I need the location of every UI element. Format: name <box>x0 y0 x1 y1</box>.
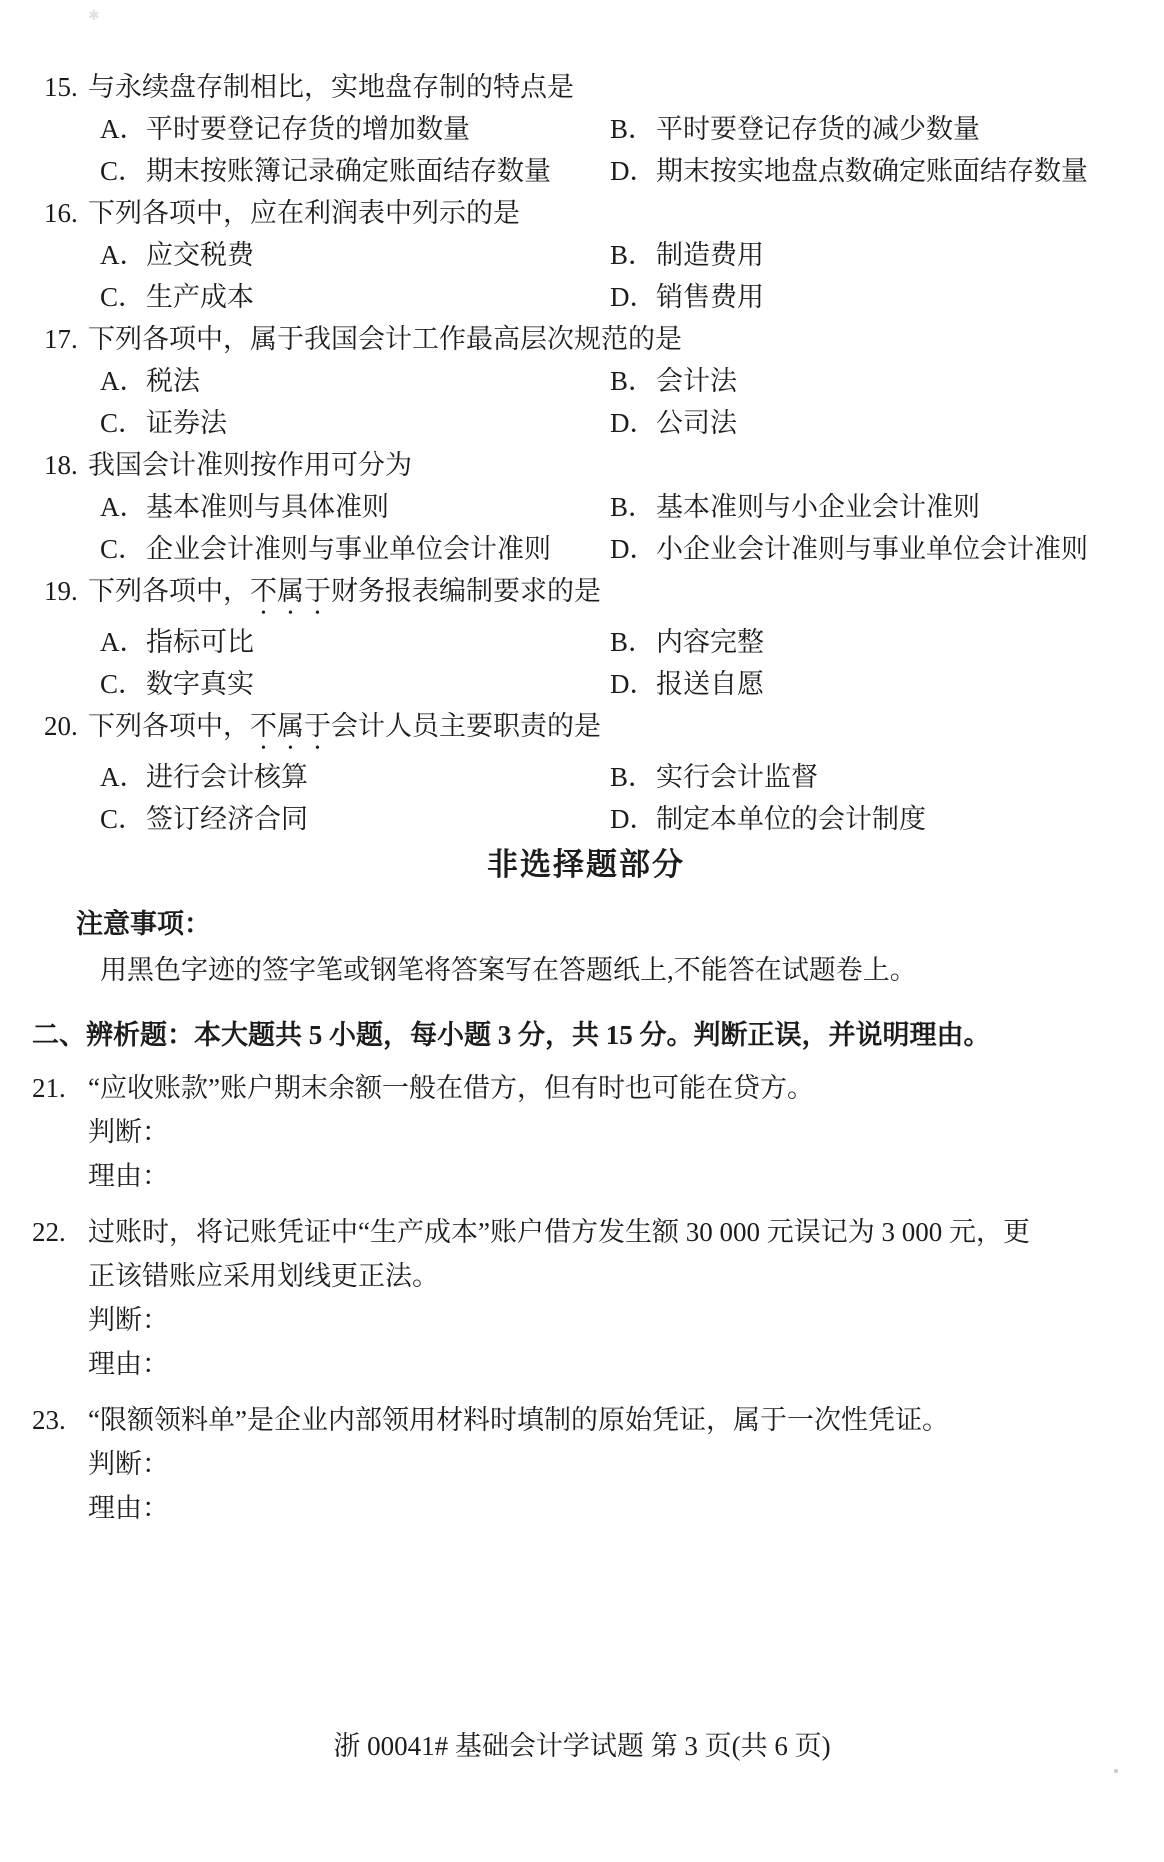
stem-text: 我国会计准则按作用可分为 <box>88 450 412 480</box>
scan-artifact <box>1114 1769 1118 1773</box>
options-grid <box>100 756 1128 840</box>
option-label: A． <box>100 627 147 657</box>
option-label: B． <box>610 762 656 792</box>
option-label: D． <box>610 534 657 564</box>
option-text: 数字真实 <box>146 669 254 699</box>
tf-stem-continuation <box>32 1254 1128 1298</box>
question-number: 21. <box>32 1073 66 1103</box>
judge-line <box>32 1110 1128 1154</box>
question-stem-line <box>44 444 1128 486</box>
tf-question <box>32 1066 1128 1198</box>
option-text: 期末按账簿记录确定账面结存数量 <box>146 156 551 186</box>
question-number: 19. <box>44 576 78 606</box>
judge-line <box>32 1442 1128 1486</box>
question-number: 15. <box>44 72 78 102</box>
reason-line <box>32 1486 1128 1530</box>
option-d <box>610 663 1128 705</box>
question-number: 22. <box>32 1217 66 1247</box>
option-text: 会计法 <box>656 366 737 396</box>
tf-section <box>32 1066 1128 1530</box>
option-label: B． <box>610 366 656 396</box>
option-c <box>100 150 610 192</box>
option-text: 生产成本 <box>146 282 254 312</box>
option-c <box>100 663 610 705</box>
option-label: B． <box>610 492 656 522</box>
option-text: 制定本单位的会计制度 <box>656 804 926 834</box>
question-stem: “限额领料单”是企业内部领用材料时填制的原始凭证，属于一次性凭证。 <box>88 1405 949 1435</box>
option-text: 基本准则与小企业会计准则 <box>656 492 980 522</box>
question-number: 20. <box>44 711 78 741</box>
option-label: A． <box>100 492 147 522</box>
option-a <box>100 621 610 663</box>
scan-artifact: ✱ <box>88 9 100 24</box>
question-stem <box>88 570 601 621</box>
stem-text: 下列各项中，属于我国会计工作最高层次规范的是 <box>88 324 682 354</box>
tf-stem-line <box>32 1398 1128 1442</box>
tf-question <box>32 1210 1128 1386</box>
judge-label: 判断： <box>88 1305 169 1335</box>
section-heading: 非选择题部分 <box>487 847 685 882</box>
option-text: 平时要登记存货的增加数量 <box>146 114 470 144</box>
option-a <box>100 756 610 798</box>
option-label: C． <box>100 804 146 834</box>
option-d <box>610 798 1128 840</box>
option-b <box>610 486 1128 528</box>
question-number: 23. <box>32 1405 66 1435</box>
question-number: 16. <box>44 198 78 228</box>
option-label: C． <box>100 669 146 699</box>
page-footer: 浙 00041# 基础会计学试题 第 3 页(共 6 页) <box>333 1731 831 1761</box>
option-c <box>100 798 610 840</box>
option-text: 进行会计核算 <box>146 762 308 792</box>
question-number: 17. <box>44 324 78 354</box>
judge-label: 判断： <box>88 1449 169 1479</box>
option-label: D． <box>610 156 657 186</box>
option-text: 销售费用 <box>656 282 764 312</box>
stem-text: 下列各项中， <box>88 576 250 606</box>
option-text: 应交税费 <box>146 240 254 270</box>
option-label: C． <box>100 534 146 564</box>
stem-text: 与永续盘存制相比，实地盘存制的特点是 <box>88 72 574 102</box>
option-text: 小企业会计准则与事业单位会计准则 <box>656 534 1088 564</box>
mcq-question <box>44 444 1128 570</box>
options-grid <box>100 360 1128 444</box>
reason-label: 理由： <box>88 1493 169 1523</box>
question-stem <box>88 66 574 108</box>
question-stem-line <box>44 318 1128 360</box>
stem-text: 财务报表编制要求的是 <box>331 576 601 606</box>
reason-label: 理由： <box>88 1349 169 1379</box>
stem-text: 会计人员主要职责的是 <box>331 711 601 741</box>
option-label: D． <box>610 669 657 699</box>
question-stem <box>88 444 412 486</box>
option-d <box>610 276 1128 318</box>
option-text: 公司法 <box>656 408 737 438</box>
options-grid <box>100 108 1128 192</box>
option-text: 企业会计准则与事业单位会计准则 <box>146 534 551 564</box>
tf-stem-line <box>32 1210 1128 1254</box>
tf-question <box>32 1398 1128 1530</box>
option-d <box>610 150 1128 192</box>
option-d <box>610 528 1128 570</box>
mcq-question <box>44 192 1128 318</box>
option-text: 证券法 <box>146 408 227 438</box>
option-label: A． <box>100 366 147 396</box>
question-number: 18. <box>44 450 78 480</box>
option-text: 指标可比 <box>146 627 254 657</box>
option-label: A． <box>100 114 147 144</box>
stem-text: 不属于 <box>250 711 331 741</box>
option-label: C． <box>100 408 146 438</box>
mcq-question <box>44 318 1128 444</box>
question-stem <box>88 318 682 360</box>
option-a <box>100 360 610 402</box>
option-label: B． <box>610 240 656 270</box>
mcq-question <box>44 570 1128 705</box>
option-text: 签订经济合同 <box>146 804 308 834</box>
option-b <box>610 234 1128 276</box>
notice-label: 注意事项： <box>76 909 211 939</box>
question-stem <box>88 192 520 234</box>
question-stem-line <box>44 705 1128 756</box>
option-label: A． <box>100 240 147 270</box>
question-stem <box>88 705 601 756</box>
option-label: B． <box>610 627 656 657</box>
option-label: A． <box>100 762 147 792</box>
tf-stem-line <box>32 1066 1128 1110</box>
question-stem: “应收账款”账户期末余额一般在借方，但有时也可能在贷方。 <box>88 1073 814 1103</box>
option-text: 期末按实地盘点数确定账面结存数量 <box>656 156 1088 186</box>
option-text: 实行会计监督 <box>656 762 818 792</box>
option-label: C． <box>100 282 146 312</box>
option-c <box>100 528 610 570</box>
option-b <box>610 756 1128 798</box>
option-text: 报送自愿 <box>656 669 764 699</box>
option-b <box>610 621 1128 663</box>
mcq-section <box>44 66 1128 840</box>
part-two-intro: 二、辨析题：本大题共 5 小题，每小题 3 分，共 15 分。判断正误，并说明理由。 <box>32 1020 991 1050</box>
option-text: 内容完整 <box>656 627 764 657</box>
reason-label: 理由： <box>88 1161 169 1191</box>
judge-line <box>32 1298 1128 1342</box>
mcq-question <box>44 66 1128 192</box>
option-a <box>100 486 610 528</box>
options-grid <box>100 621 1128 705</box>
stem-text: 下列各项中， <box>88 711 250 741</box>
question-stem-line <box>44 192 1128 234</box>
question-stem-line <box>44 570 1128 621</box>
question-stem: 正该错账应采用划线更正法。 <box>88 1261 439 1291</box>
reason-line <box>32 1154 1128 1198</box>
option-d <box>610 402 1128 444</box>
option-label: D． <box>610 804 657 834</box>
question-stem-line <box>44 66 1128 108</box>
option-text: 制造费用 <box>656 240 764 270</box>
stem-text: 不属于 <box>250 576 331 606</box>
option-label: C． <box>100 156 146 186</box>
reason-line <box>32 1342 1128 1386</box>
option-a <box>100 234 610 276</box>
option-text: 基本准则与具体准则 <box>146 492 389 522</box>
option-a <box>100 108 610 150</box>
stem-text: 下列各项中，应在利润表中列示的是 <box>88 198 520 228</box>
option-text: 平时要登记存货的减少数量 <box>656 114 980 144</box>
judge-label: 判断： <box>88 1117 169 1147</box>
question-stem: 过账时，将记账凭证中“生产成本”账户借方发生额 30 000 元误记为 3 000 元，更 <box>88 1217 1030 1247</box>
notice-text: 用黑色字迹的签字笔或钢笔将答案写在答题纸上,不能答在试题卷上。 <box>100 955 917 985</box>
option-b <box>610 360 1128 402</box>
option-c <box>100 402 610 444</box>
options-grid <box>100 486 1128 570</box>
option-c <box>100 276 610 318</box>
mcq-question <box>44 705 1128 840</box>
option-label: D． <box>610 408 657 438</box>
option-b <box>610 108 1128 150</box>
option-label: B． <box>610 114 656 144</box>
option-label: D． <box>610 282 657 312</box>
option-text: 税法 <box>146 366 200 396</box>
options-grid <box>100 234 1128 318</box>
